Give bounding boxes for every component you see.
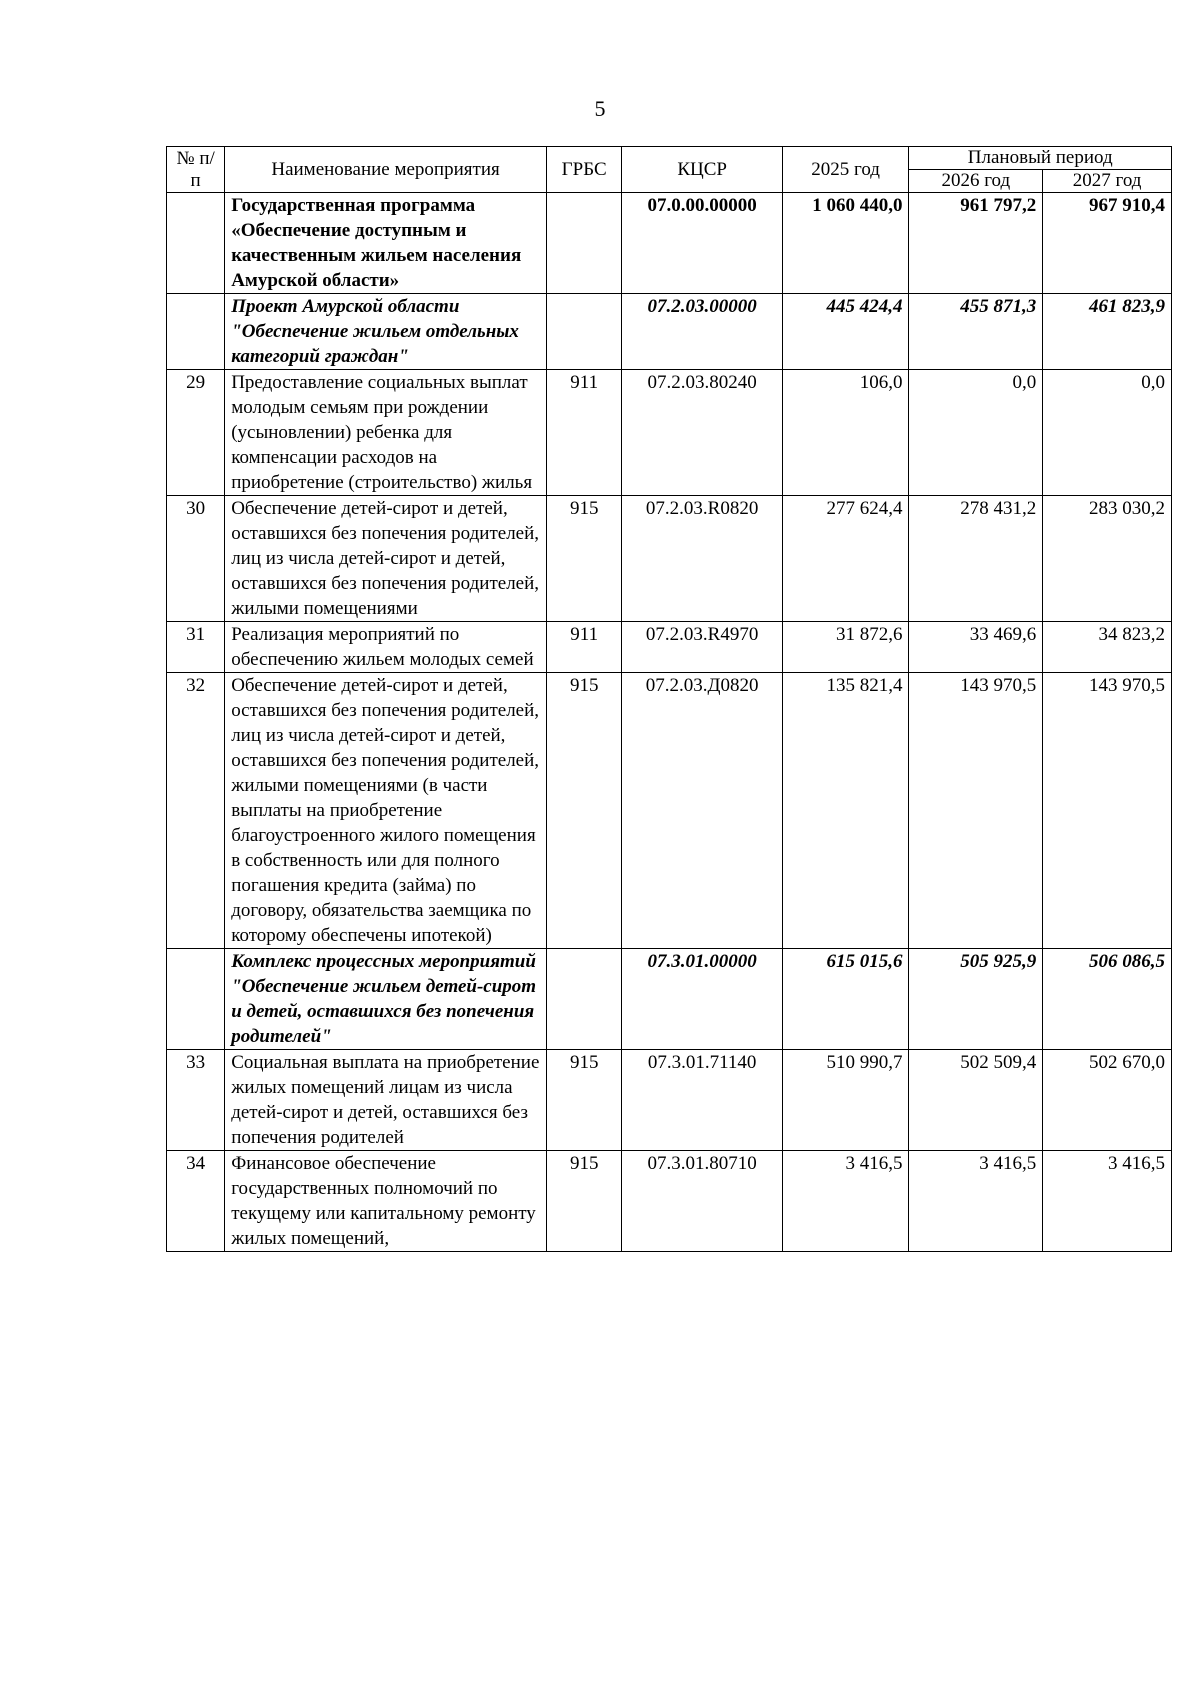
table-row [167,496,1172,622]
row-2025: 3 416,5 [782,1151,909,1252]
row-2027: 143 970,5 [1043,673,1172,949]
row-name: Обеспечение детей-сирот и детей, оставшихся без попечения родителей, лиц из числа детей-сирот и детей, оставшихся без попечения родителей, жилыми помещениями (в части выплаты на приобретение благоустроенного жилого помещения в собственность или для полного погашения кредита (займа) по договору, обязательства заемщика по которому обеспечены ипотекой) [225,673,547,949]
header-2025: 2025 год [782,147,909,193]
header-name: Наименование мероприятия [225,147,547,193]
header-kcsr: КЦСР [622,147,782,193]
row-num [167,193,225,294]
page-number: 5 [594,96,606,121]
row-2025: 1 060 440,0 [782,193,909,294]
row-num [167,294,225,370]
row-name: Предоставление социальных выплат молодым семьям при рождении (усыновлении) ребенка для компенсации расходов на приобретение (строительство) жилья [225,370,547,496]
row-grbs [546,949,622,1050]
row-2026: 33 469,6 [909,622,1043,673]
row-kcsr: 07.3.01.80710 [622,1151,782,1252]
header-grbs: ГРБС [546,147,622,193]
row-kcsr: 07.0.00.00000 [622,193,782,294]
row-2026: 502 509,4 [909,1050,1043,1151]
row-kcsr: 07.2.03.R4970 [622,622,782,673]
row-num: 32 [167,673,225,949]
row-2025: 445 424,4 [782,294,909,370]
header-2027: 2027 год [1043,170,1172,193]
row-name: Социальная выплата на приобретение жилых помещений лицам из числа детей-сирот и детей, оставшихся без попечения родителей [225,1050,547,1151]
row-2026: 278 431,2 [909,496,1043,622]
row-name: Реализация мероприятий по обеспечению жильем молодых семей [225,622,547,673]
row-name: Обеспечение детей-сирот и детей, оставшихся без попечения родителей, лиц из числа детей-сирот и детей, оставшихся без попечения родителей, жилыми помещениями [225,496,547,622]
table-row [167,1050,1172,1151]
row-grbs: 911 [546,370,622,496]
row-kcsr: 07.2.03.Д0820 [622,673,782,949]
row-2026: 0,0 [909,370,1043,496]
row-name: Проект Амурской области "Обеспечение жильем отдельных категорий граждан" [225,294,547,370]
row-2025: 615 015,6 [782,949,909,1050]
table-row [167,949,1172,1050]
table-row [167,294,1172,370]
row-2025: 106,0 [782,370,909,496]
row-2026: 455 871,3 [909,294,1043,370]
row-2026: 3 416,5 [909,1151,1043,1252]
row-num: 34 [167,1151,225,1252]
row-grbs: 911 [546,622,622,673]
table-row [167,622,1172,673]
row-2025: 277 624,4 [782,496,909,622]
row-2027: 967 910,4 [1043,193,1172,294]
row-kcsr: 07.3.01.71140 [622,1050,782,1151]
row-grbs [546,193,622,294]
row-name: Финансовое обеспечение государственных полномочий по текущему или капитальному ремонту жилых помещений, [225,1151,547,1252]
row-kcsr: 07.2.03.00000 [622,294,782,370]
row-2027: 506 086,5 [1043,949,1172,1050]
row-2027: 0,0 [1043,370,1172,496]
header-num: № п/п [167,147,225,193]
row-kcsr: 07.2.03.R0820 [622,496,782,622]
table-row [167,673,1172,949]
row-2026: 961 797,2 [909,193,1043,294]
header-2026: 2026 год [909,170,1043,193]
row-2026: 143 970,5 [909,673,1043,949]
row-grbs: 915 [546,673,622,949]
row-2025: 135 821,4 [782,673,909,949]
table-row [167,193,1172,294]
budget-table [166,146,1172,1252]
row-2027: 283 030,2 [1043,496,1172,622]
row-kcsr: 07.3.01.00000 [622,949,782,1050]
row-num: 33 [167,1050,225,1151]
header-planned-period: Плановый период [909,147,1172,170]
row-kcsr: 07.2.03.80240 [622,370,782,496]
row-2027: 502 670,0 [1043,1050,1172,1151]
row-grbs [546,294,622,370]
row-num: 30 [167,496,225,622]
row-2027: 3 416,5 [1043,1151,1172,1252]
table-row [167,370,1172,496]
row-2025: 510 990,7 [782,1050,909,1151]
row-2026: 505 925,9 [909,949,1043,1050]
row-2025: 31 872,6 [782,622,909,673]
row-grbs: 915 [546,1050,622,1151]
row-name: Государственная программа «Обеспечение доступным и качественным жильем населения Амурской области» [225,193,547,294]
row-num: 29 [167,370,225,496]
row-2027: 34 823,2 [1043,622,1172,673]
row-grbs: 915 [546,1151,622,1252]
table-row [167,1151,1172,1252]
row-grbs: 915 [546,496,622,622]
row-2027: 461 823,9 [1043,294,1172,370]
row-name: Комплекс процессных мероприятий "Обеспечение жильем детей-сирот и детей, оставшихся без попечения родителей" [225,949,547,1050]
row-num: 31 [167,622,225,673]
row-num [167,949,225,1050]
